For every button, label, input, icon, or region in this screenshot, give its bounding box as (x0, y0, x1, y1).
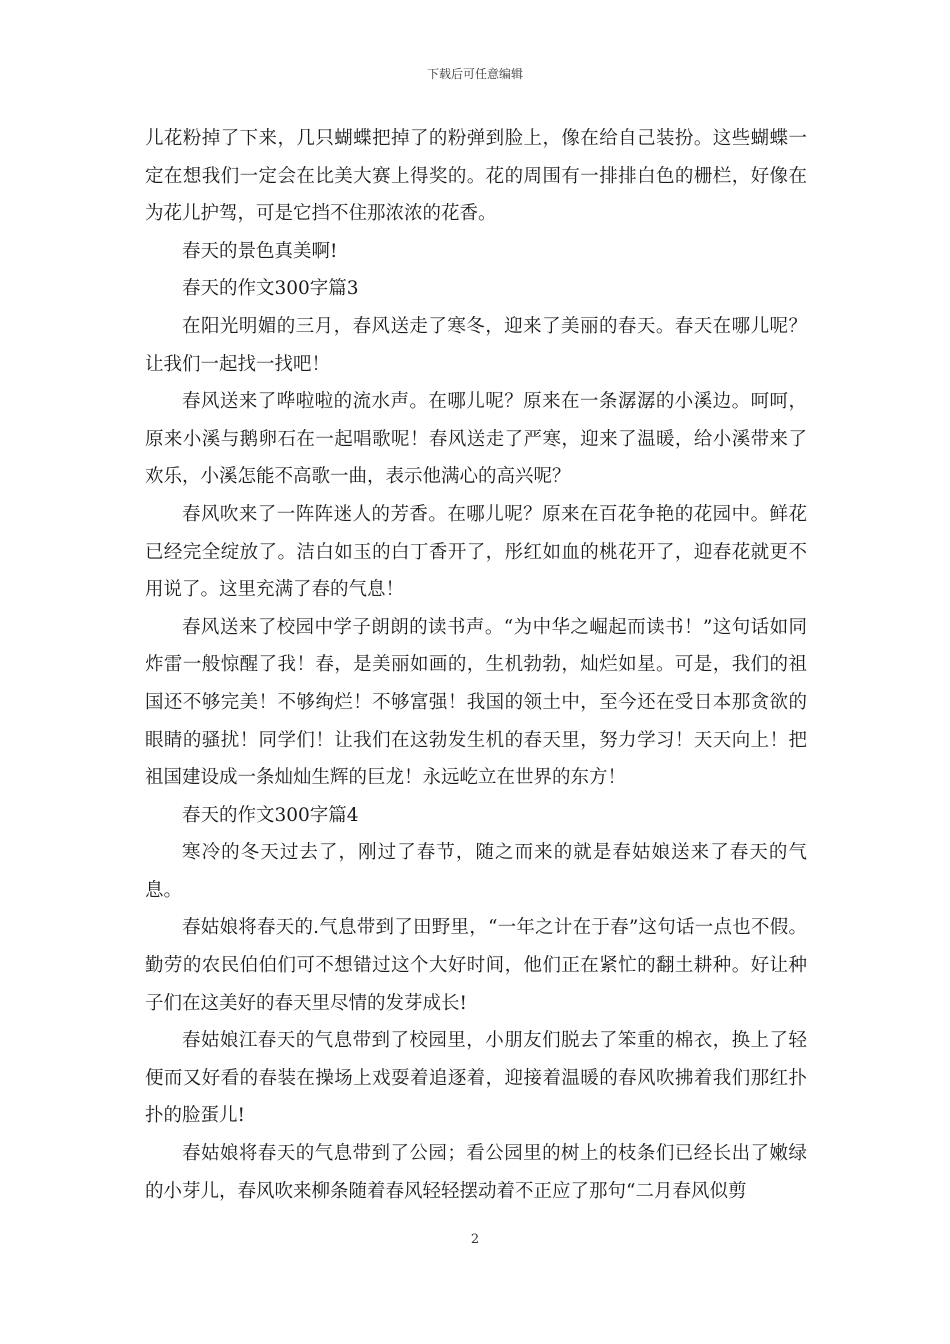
page-header: 下载后可任意编辑 (426, 67, 523, 81)
paragraph: 春姑娘江春天的气息带到了校园里，小朋友们脱去了笨重的棉衣，换上了轻便而又好看的春装在操场上戏耍着追逐着，迎接着温暖的春风吹拂着我们那红扑扑的脸蛋儿! (145, 1030, 807, 1127)
paragraph: 春天的景色真美啊! (182, 240, 338, 262)
paragraph: 春风送来了哗啦啦的流水声。在哪儿呢？原来在一条潺潺的小溪边。呵呵，原来小溪与鹅卵石在一起唱歌呢！春风送走了严寒，迎来了温暖，给小溪带来了欢乐，小溪怎能不高歌一曲，表示他满心的高兴呢？ (145, 391, 807, 488)
paragraph: 春姑娘将春天的气息带到了公园；看公园里的树上的枝条们已经长出了嫩绿的小芽儿，春风吹来柳条随着春风轻轻摆动着不正应了那句“二月春风似剪 (145, 1143, 807, 1202)
paragraph-continuation: 儿花粉掉了下来，几只蝴蝶把掉了的粉弹到脸上，像在给自己装扮。这些蝴蝶一定在想我们一定会在比美大赛上得奖的。花的周围有一排排白色的栅栏，好像在为花儿护驾，可是它挡不住那浓浓的花香。 (145, 128, 807, 225)
section-heading: 春天的作文300字篇4 (182, 804, 359, 826)
document-body (145, 120, 807, 1210)
paragraph: 寒冷的冬天过去了，刚过了春节，随之而来的就是春姑娘送来了春天的气息。 (145, 842, 807, 901)
paragraph: 在阳光明媚的三月，春风送走了寒冬，迎来了美丽的春天。春天在哪儿呢？让我们一起找一找吧！ (145, 315, 807, 375)
paragraph: 春风送来了校园中学子朗朗的读书声。“为中华之崛起而读书！”这句话如同炸雷一般惊醒了我！春，是美丽如画的，生机勃勃，灿烂如星。可是，我们的祖国还不够完美！不够绚烂！不够富强！我国的领土中，至今还在受日本那贪欲的眼睛的骚扰！同学们！让我们在这勃发生机的春天里，努力学习！天天向上！把祖国建设成一条灿灿生辉的巨龙！永远屹立在世界的东方！ (145, 616, 807, 789)
paragraph: 春风吹来了一阵阵迷人的芳香。在哪儿呢？原来在百花争艳的花园中。鲜花已经完全绽放了。洁白如玉的白丁香开了，彤红如血的桃花开了，迎春花就更不用说了。这里充满了春的气息！ (145, 503, 807, 601)
section-heading: 春天的作文300字篇3 (182, 278, 359, 300)
paragraph: 春姑娘将春天的.气息带到了田野里，“一年之计在于春”这句话一点也不假。勤劳的农民伯伯们可不想错过这个大好时间，他们正在紧忙的翻土耕种。好让种子们在这美好的春天里尽情的发芽成长! (145, 917, 807, 1014)
page-number: 2 (470, 1232, 480, 1247)
